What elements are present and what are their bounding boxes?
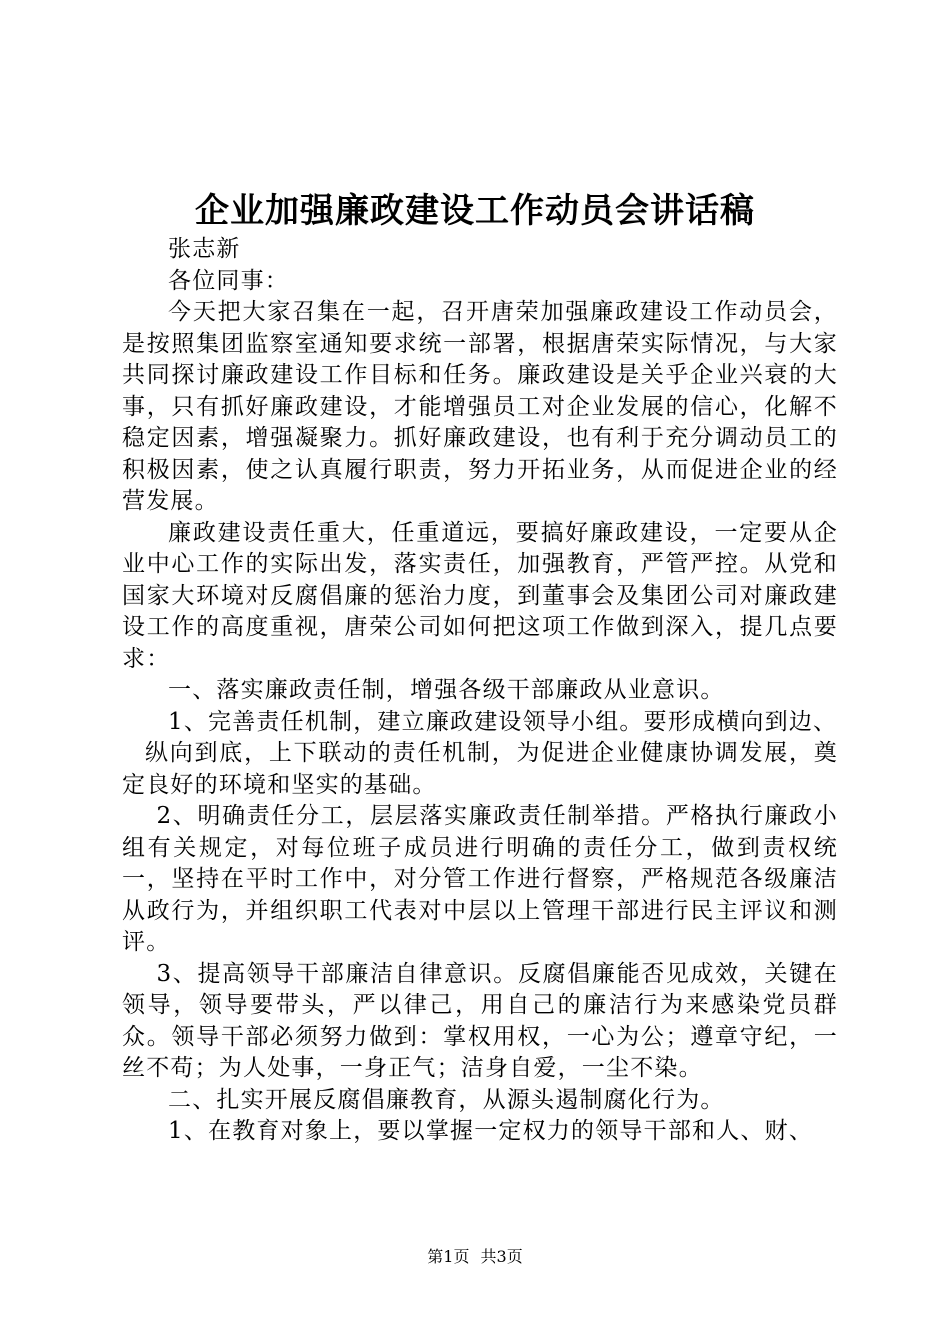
- paragraph: 2、明确责任分工，层层落实廉政责任制举措。严格执行廉政小组有关规定，对每位班子成员进行明确的责任分工，做到责权统一，坚持在平时工作中，对分管工作进行督察，严格规范各级廉洁从政行为，并组织职工代表对中层以上管理干部进行民主评议和测评。: [122, 803, 838, 955]
- section-heading: 一、落实廉政责任制，增强各级干部廉政从业意识。: [168, 677, 725, 703]
- document-title: 企业加强廉政建设工作动员会讲话稿: [195, 191, 755, 231]
- page-number: 第1页: [427, 1247, 470, 1266]
- paragraph: 今天把大家召集在一起，召开唐荣加强廉政建设工作动员会，是按照集团监察室通知要求统一部署，根据唐荣实际情况，与大家共同探讨廉政建设工作目标和任务。廉政建设是关乎企业兴衰的大事，只有抓好廉政建设，才能增强员工对企业发展的信心，化解不稳定因素，增强凝聚力。抓好廉政建设，也有利于充分调动员工的积极因素，使之认真履行职责，努力开拓业务，从而促进企业的经营发展。: [122, 299, 838, 514]
- author-name: 张志新: [168, 236, 241, 262]
- paragraph: 廉政建设责任重大，任重道远，要搞好廉政建设，一定要从企业中心工作的实际出发，落实责任，加强教育，严管严控。从党和国家大环境对反腐倡廉的惩治力度，到董事会及集团公司对廉政建设工作的高度重视，唐荣公司如何把这项工作做到深入，提几点要求：: [122, 519, 838, 672]
- section-heading: 二、扎实开展反腐倡廉教育，从源头遏制腐化行为。: [168, 1086, 725, 1113]
- paragraph: 1、在教育对象上，要以掌握一定权力的领导干部和人、财、: [168, 1118, 814, 1144]
- salutation: 各位同事：: [168, 267, 289, 294]
- document-body: [122, 234, 838, 1148]
- paragraph: 3、提高领导干部廉洁自律意识。反腐倡廉能否见成效，关键在领导，领导要带头，严以律己，用自己的廉洁行为来感染党员群众。领导干部必须努力做到：掌权用权，一心为公；遵章守纪，一丝不苟；为人处事，一身正气；洁身自爱，一尘不染。: [122, 960, 838, 1081]
- page-total: 共3页: [480, 1247, 523, 1266]
- paragraph: 1、完善责任机制，建立廉政建设领导小组。要形成横向到边、: [168, 708, 838, 735]
- page-footer: [0, 1244, 950, 1267]
- paragraph: 纵向到底，上下联动的责任机制，为促进企业健康协调发展，奠定良好的环境和坚实的基础。: [122, 740, 838, 798]
